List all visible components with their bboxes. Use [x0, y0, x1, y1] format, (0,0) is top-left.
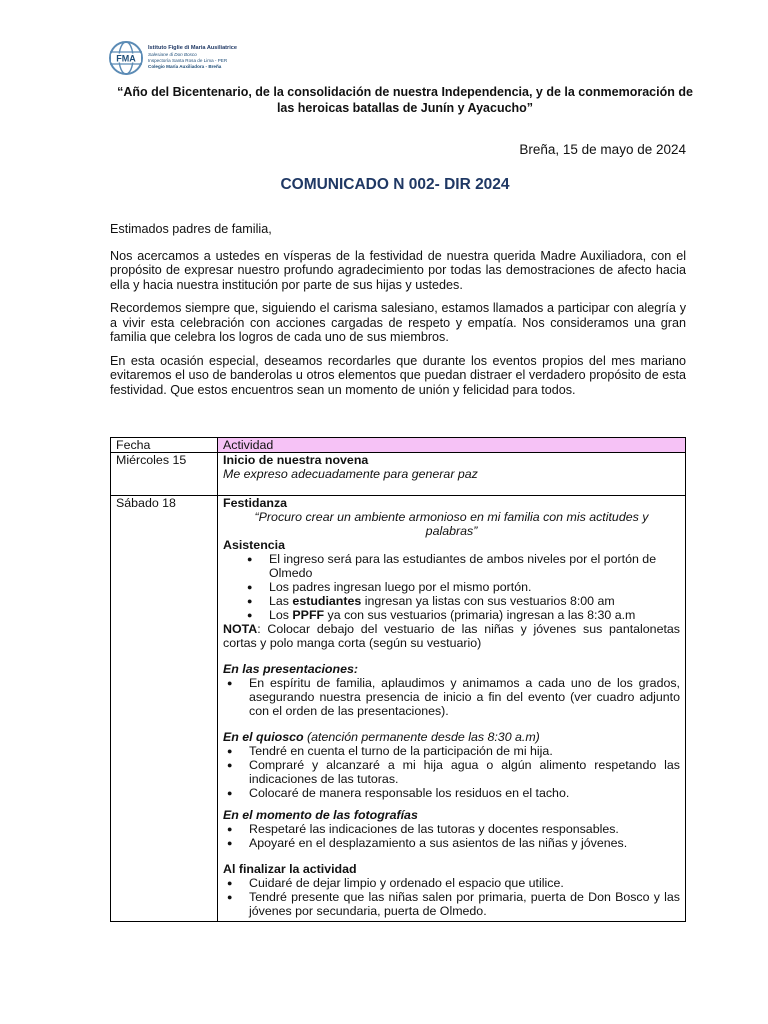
list-item — [223, 608, 680, 622]
table-header-row — [111, 438, 686, 453]
item-text: ingresan ya listas con sus vestuarios 8:00 am — [361, 594, 615, 608]
quiosco-list — [223, 744, 680, 800]
list-item: ● Cuidaré de dejar limpio y ordenado el espacio que utilice. — [223, 876, 680, 890]
list-item: ● Tendré presente que las niñas salen por primaria, puerta de Don Bosco y las jóvenes por secundaria, puerta de Olmedo. — [223, 890, 680, 918]
list-item: ● Compraré y alcanzaré a mi hija agua o algún alimento respetando las indicaciones de las tutoras. — [223, 758, 680, 786]
item-text: Los — [269, 608, 293, 622]
page-title: COMUNICADO N 002- DIR 2024 — [280, 176, 510, 193]
activity-title: Inicio de nuestra novena — [223, 453, 369, 467]
fotos-list — [223, 822, 680, 850]
fma-globe-icon — [108, 40, 144, 76]
list-item: ● Respetaré las indicaciones de las tutoras y docentes responsables. — [223, 822, 680, 836]
logo-line-institute: Istituto Figlie di Maria Ausiliatrice — [148, 45, 237, 51]
logo-line-inspectoria: Inspectoría Santa Rosa de Lima - PER — [148, 58, 228, 63]
fotos-heading: En el momento de las fotografías — [223, 808, 418, 822]
row-date: Miércoles 15 — [111, 453, 218, 496]
quiosco-heading — [223, 730, 680, 744]
list-item — [223, 594, 680, 608]
final-heading: Al finalizar la actividad — [223, 862, 357, 876]
nota-text: : Colocar debajo del vestuario de las niñas y jóvenes sus pantalonetas cortas y polo manga corta (según su vestuario) — [223, 622, 680, 650]
logo-line-salesiane: Salesiane di Don Bosco — [148, 52, 197, 57]
table-row — [111, 496, 686, 922]
final-list — [223, 876, 680, 918]
letter-body — [110, 222, 686, 406]
presentaciones-list — [223, 676, 680, 718]
list-item: ● Tendré en cuenta el turno de la participación de mi hija. — [223, 744, 680, 758]
greeting: Estimados padres de familia, — [110, 222, 272, 236]
header-fecha: Fecha — [111, 438, 218, 453]
paragraph-3: En esta ocasión especial, deseamos recordarles que durante los eventos propios del mes mariano evitaremos el uso de banderolas u otros elementos que puedan distraer el verdadero propósito de esta festividad. Que estos encuentros sean un momento de unión y felicidad para todos. — [110, 353, 686, 397]
header-actividad: Actividad — [218, 438, 686, 453]
nota-label: NOTA — [223, 622, 258, 636]
paragraph-2: Recordemos siempre que, siguiendo el carisma salesiano, estamos llamados a participar con alegría y a vivir esta celebración con acciones cargadas de respeto y empatía. Nos consideramos una gran familia que celebra los logros de cada uno de sus miembros. — [110, 301, 686, 344]
logo-line-colegio: Colegio María Auxiliadora - Breña — [148, 64, 222, 69]
table-row — [111, 453, 686, 496]
year-motto: “Año del Bicentenario, de la consolidación de nuestra Independencia, y de la conmemoración de las heroicas batallas de Junín y Ayacucho” — [117, 85, 693, 115]
letter-date: Breña, 15 de mayo de 2024 — [519, 142, 686, 157]
item-bold: estudiantes — [292, 594, 362, 608]
list-item: ● Apoyaré en el desplazamiento a sus asientos de las niñas y jóvenes. — [223, 836, 680, 850]
quiosco-title: En el quiosco — [223, 730, 304, 744]
list-item: ● Colocaré de manera responsable los residuos en el tacho. — [223, 786, 680, 800]
institution-logo — [108, 40, 268, 80]
item-text: Las — [269, 594, 293, 608]
list-item: ● Los padres ingresan luego por el mismo portón. — [223, 580, 680, 594]
activities-table — [110, 437, 686, 922]
activity-title: Festidanza — [223, 496, 288, 510]
presentaciones-heading: En las presentaciones: — [223, 662, 358, 676]
row-activity — [218, 453, 686, 496]
list-item: ● El ingreso será para las estudiantes de ambos niveles por el portón de Olmedo — [223, 552, 680, 580]
asistencia-heading: Asistencia — [223, 538, 285, 552]
asistencia-list — [223, 552, 680, 622]
item-text: ya con sus vestuarios (primaria) ingresan a las 8:30 a.m — [324, 608, 636, 622]
logo-mark: FMA — [116, 53, 136, 64]
nota — [223, 622, 680, 650]
quiosco-note: (atención permanente desde las 8:30 a.m) — [303, 730, 540, 744]
row-date: Sábado 18 — [111, 496, 218, 922]
list-item: ● En espíritu de familia, aplaudimos y animamos a cada uno de los grados, asegurando nuestra presencia de inicio a fin del evento (ver cuadro adjunto con el orden de las presentaciones). — [223, 676, 680, 718]
activity-quote: “Procuro crear un ambiente armonioso en mi familia con mis actitudes y palabras” — [254, 510, 649, 538]
activity-subtitle: Me expreso adecuadamente para generar paz — [223, 467, 478, 481]
row-activity — [218, 496, 686, 922]
paragraph-1: Nos acercamos a ustedes en vísperas de la festividad de nuestra querida Madre Auxiliadora, con el propósito de expresar nuestro profundo agradecimiento por todas las demostraciones de afecto hacia ella y hacia nuestra institución por parte de sus hijas y ustedes. — [110, 248, 686, 292]
item-bold: PPFF — [292, 608, 325, 622]
